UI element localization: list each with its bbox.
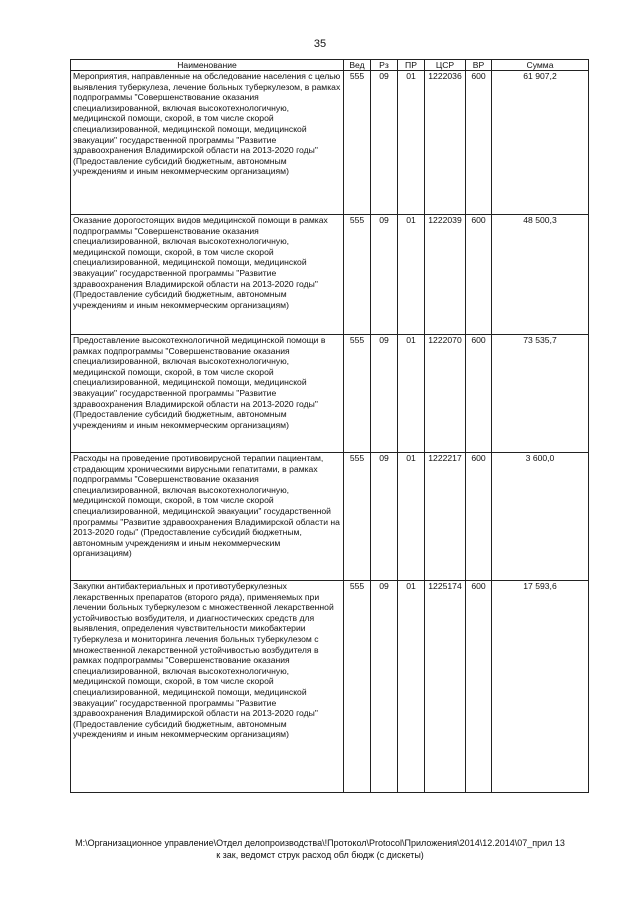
row-name: Расходы на проведение противовирусной терапии пациентам, страдающим хроническими вирусными гепатитами, в рамках подпрограммы "Совершенствование оказания специализированной, включая высокотехнологичную, медицинской помощи, скорой, в том числе скорой специализированной, медицинской эвакуации" государственной программы "Развитие здравоохранения Владимирской области на 2013-2020 годы" (Предоставление субсидий бюджетным, автономным учреждениям и иным некоммерческим организациям) (71, 453, 344, 581)
page-number: 35 (313, 38, 327, 50)
row-pr: 01 (398, 71, 425, 215)
row-rz: 09 (371, 581, 398, 793)
row-vr: 600 (466, 71, 492, 215)
table-row (71, 335, 589, 453)
header-name: Наименование (71, 60, 344, 71)
table-row (71, 215, 589, 335)
row-csr: 1225174 (425, 581, 466, 793)
table-row (71, 453, 589, 581)
header-sum: Сумма (492, 60, 589, 71)
row-sum: 73 535,7 (492, 335, 589, 453)
row-vr: 600 (466, 215, 492, 335)
footer-file-note: к зак, ведомст струк расход обл бюдж (с дискеты) (216, 850, 424, 860)
row-name: Закупки антибактериальных и противотуберкулезных лекарственных препаратов (второго ряда), применяемых при лечении больных туберкулезом с множественной лекарственной устойчивостью возбудителя, и диагностических средств для выявления, определения чувствительности микобактерии туберкулеза и мониторинга лечения больных туберкулезом с множественной лекарственной устойчивостью возбудителя в рамках подпрограммы "Совершенствование оказания специализированной, включая высокотехнологичную, медицинской помощи, скорой, в том числе скорой специализированной, медицинской помощи, медицинской эвакуации" государственной программы "Развитие здравоохранения Владимирской области на 2013-2020 годы" (Предоставление субсидий бюджетным, автономным учреждениям и иным некоммерческим организациям) (71, 581, 344, 793)
row-csr: 1222036 (425, 71, 466, 215)
header-pr: ПР (398, 60, 425, 71)
row-vr: 600 (466, 581, 492, 793)
table-header-row (71, 60, 589, 71)
row-name: Мероприятия, направленные на обследование населения с целью выявления туберкулеза, лечение больных туберкулезом, в рамках подпрограммы "Совершенствование оказания специализированной, включая высокотехнологичную, медицинской помощи, скорой, в том числе скорой специализированной, медицинской помощи, медицинской эвакуации" государственной программы "Развитие здравоохранения Владимирской области на 2013-2020 годы" (Предоставление субсидий бюджетным, автономным учреждениям и иным некоммерческим организациям) (71, 71, 344, 215)
row-ved: 555 (344, 215, 371, 335)
header-csr: ЦСР (425, 60, 466, 71)
row-name: Предоставление высокотехнологичной медицинской помощи в рамках подпрограммы "Совершенствование оказания специализированной, включая высокотехнологичную, медицинской помощи, скорой, в том числе скорой специализированной, медицинской помощи, медицинской эвакуации" государственной программы "Развитие здравоохранения Владимирской области на 2013-2020 годы" (Предоставление субсидий бюджетным, автономным учреждениям и иным некоммерческим организациям) (71, 335, 344, 453)
row-csr: 1222039 (425, 215, 466, 335)
footer-file-path: M:\Организационное управление\Отдел делопроизводства\!Протокол\Protocol\Приложения\2014\12.2014\07_прил 13 (75, 838, 565, 848)
table-row (71, 71, 589, 215)
row-pr: 01 (398, 215, 425, 335)
budget-table (70, 59, 589, 793)
row-sum: 3 600,0 (492, 453, 589, 581)
row-rz: 09 (371, 335, 398, 453)
row-pr: 01 (398, 581, 425, 793)
header-vr: ВР (466, 60, 492, 71)
row-csr: 1222217 (425, 453, 466, 581)
row-sum: 61 907,2 (492, 71, 589, 215)
row-rz: 09 (371, 453, 398, 581)
row-pr: 01 (398, 453, 425, 581)
row-vr: 600 (466, 335, 492, 453)
row-ved: 555 (344, 581, 371, 793)
row-rz: 09 (371, 71, 398, 215)
row-ved: 555 (344, 71, 371, 215)
header-ved: Вед (344, 60, 371, 71)
row-sum: 17 593,6 (492, 581, 589, 793)
row-sum: 48 500,3 (492, 215, 589, 335)
row-ved: 555 (344, 453, 371, 581)
row-csr: 1222070 (425, 335, 466, 453)
row-ved: 555 (344, 335, 371, 453)
table-row (71, 581, 589, 793)
row-rz: 09 (371, 215, 398, 335)
header-rz: Рз (371, 60, 398, 71)
row-pr: 01 (398, 335, 425, 453)
row-vr: 600 (466, 453, 492, 581)
row-name: Оказание дорогостоящих видов медицинской помощи в рамках подпрограммы "Совершенствование оказания специализированной, включая высокотехнологичную, медицинской помощи, скорой, в том числе скорой специализированной, медицинской помощи, медицинской эвакуации" государственной программы "Развитие здравоохранения Владимирской области на 2013-2020 годы" (Предоставление субсидий бюджетным, автономным учреждениям и иным некоммерческим организациям) (71, 215, 344, 335)
